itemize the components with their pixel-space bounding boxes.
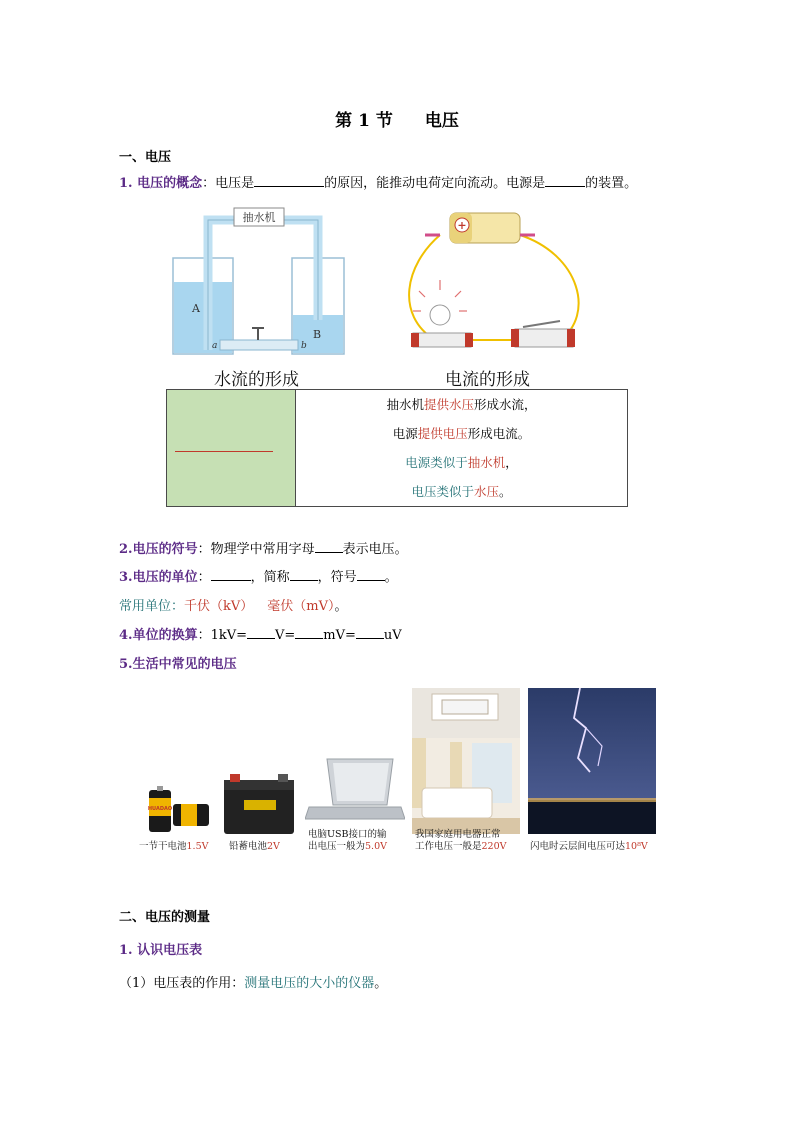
caption-value: 10⁸V <box>625 841 648 852</box>
blank-v[interactable] <box>247 626 275 639</box>
analogy-text: 电压类似于 <box>411 484 474 499</box>
unit-text-3: ，符号 <box>317 570 357 585</box>
unit-kv: 千伏（kV） <box>184 599 254 614</box>
common-units-label: 常用单位： <box>119 599 185 614</box>
analogy-table <box>166 389 628 507</box>
caption-text: 一节干电池 <box>139 841 187 852</box>
analogy-highlight: 抽水机 <box>467 455 506 470</box>
blank-unit[interactable] <box>211 568 251 581</box>
unit-text-2: ，简称 <box>250 570 290 585</box>
unit-line <box>119 566 398 585</box>
laptop-image <box>305 755 405 825</box>
analogy-highlight: 提供水压 <box>423 397 474 412</box>
section-number: 第 1 节 <box>335 111 393 131</box>
battery-brand: HUADAO <box>147 806 173 812</box>
page-title <box>0 106 794 131</box>
voltmeter-function-line <box>119 972 387 991</box>
concept-text-2: 的原因，能推动电荷定向流动。电源是 <box>324 176 546 191</box>
caption-usb <box>308 829 387 853</box>
blank-analogy[interactable] <box>175 451 273 452</box>
function-label: （1）电压表的作用： <box>119 976 245 991</box>
conversion-text-2: V= <box>275 628 296 643</box>
concept-text-1: ：电压是 <box>202 176 255 191</box>
answer-cell[interactable] <box>167 390 296 507</box>
blank-symbol[interactable] <box>315 540 343 553</box>
dry-cell-image <box>145 780 210 835</box>
container-a-label: A <box>192 302 200 315</box>
analogy-line-3 <box>296 448 627 477</box>
caption-text: 铅蓄电池 <box>229 841 268 852</box>
conversion-text-3: mV= <box>323 628 356 643</box>
analogy-line-1 <box>296 390 627 419</box>
caption-lead-acid <box>229 841 280 853</box>
blank-mv[interactable] <box>295 626 323 639</box>
caption-text: 工作电压一般是 <box>415 841 482 852</box>
current-flow-figure <box>395 205 595 360</box>
caption-text: 出电压一般为 <box>308 841 366 852</box>
common-units-end: 。 <box>334 599 348 614</box>
common-units-line <box>119 595 348 614</box>
caption-text: 电脑USB接口的输 <box>308 829 387 840</box>
analogy-line-2 <box>296 419 627 448</box>
current-flow-caption: 电流的形成 <box>445 370 530 390</box>
caption-lightning <box>530 841 648 853</box>
pipe-b-label: b <box>301 341 307 351</box>
concept-label: 1. 电压的概念 <box>119 176 203 191</box>
blank-uv[interactable] <box>356 626 384 639</box>
analogy-text: 电源 <box>392 426 418 441</box>
unit-mv: 毫伏（mV） <box>267 599 335 614</box>
blank-short[interactable] <box>290 568 318 581</box>
caption-value: 220V <box>481 841 507 852</box>
analogy-highlight: 水压 <box>473 484 499 499</box>
blank-source[interactable] <box>545 174 585 187</box>
caption-home <box>415 829 507 853</box>
unit-text-4: 。 <box>384 570 398 585</box>
plus-icon: + <box>457 219 467 232</box>
container-b-label: B <box>313 328 322 341</box>
analogy-text: 形成水流， <box>474 397 537 412</box>
water-flow-figure <box>168 200 358 365</box>
pump-label: 抽水机 <box>242 211 276 224</box>
analogy-lines <box>296 390 628 507</box>
caption-value: 2V <box>267 841 280 852</box>
caption-text: 我国家庭用电器正常 <box>415 829 501 840</box>
lead-acid-battery-image <box>220 770 298 838</box>
living-room-image <box>412 688 520 834</box>
analogy-text: 。 <box>499 484 512 499</box>
unit-text-1: ： <box>197 570 211 585</box>
concept-line <box>119 172 637 191</box>
symbol-text-1: ：物理学中常用字母 <box>197 542 315 557</box>
pipe-a-label: a <box>212 341 218 351</box>
unit-label: 3.电压的单位 <box>119 570 198 585</box>
conversion-text-1: ：1kV= <box>197 628 248 643</box>
lightning-image <box>528 688 656 834</box>
section-name: 电压 <box>424 111 459 131</box>
life-voltage-label: 5.生活中常见的电压 <box>119 657 237 672</box>
caption-value: 5.0V <box>365 841 387 852</box>
symbol-line <box>119 538 408 557</box>
caption-value: 1.5V <box>186 841 209 852</box>
water-flow-caption: 水流的形成 <box>214 370 299 390</box>
function-answer: 测量电压的大小的仪器 <box>244 976 375 991</box>
heading-voltage: 一、电压 <box>119 150 172 165</box>
analogy-text: ， <box>505 455 518 470</box>
conversion-text-4: uV <box>383 628 402 643</box>
blank-cause[interactable] <box>254 174 324 187</box>
analogy-line-4 <box>296 477 627 506</box>
subheading-voltmeter: 1. 认识电压表 <box>119 943 203 958</box>
caption-dry-cell <box>139 841 208 853</box>
concept-text-3: 的装置。 <box>585 176 638 191</box>
caption-text: 闪电时云层间电压可达 <box>530 841 626 852</box>
conversion-line <box>119 624 402 643</box>
symbol-label: 2.电压的符号 <box>119 542 198 557</box>
analogy-highlight: 提供电压 <box>417 426 468 441</box>
analogy-text: 电源类似于 <box>405 455 468 470</box>
analogy-text: 形成电流。 <box>467 426 531 441</box>
symbol-text-2: 表示电压。 <box>342 542 408 557</box>
conversion-label: 4.单位的换算 <box>119 628 198 643</box>
blank-sign[interactable] <box>357 568 385 581</box>
analogy-text: 抽水机 <box>386 397 424 412</box>
heading-measurement: 二、电压的测量 <box>119 910 211 925</box>
function-end: 。 <box>374 976 388 991</box>
